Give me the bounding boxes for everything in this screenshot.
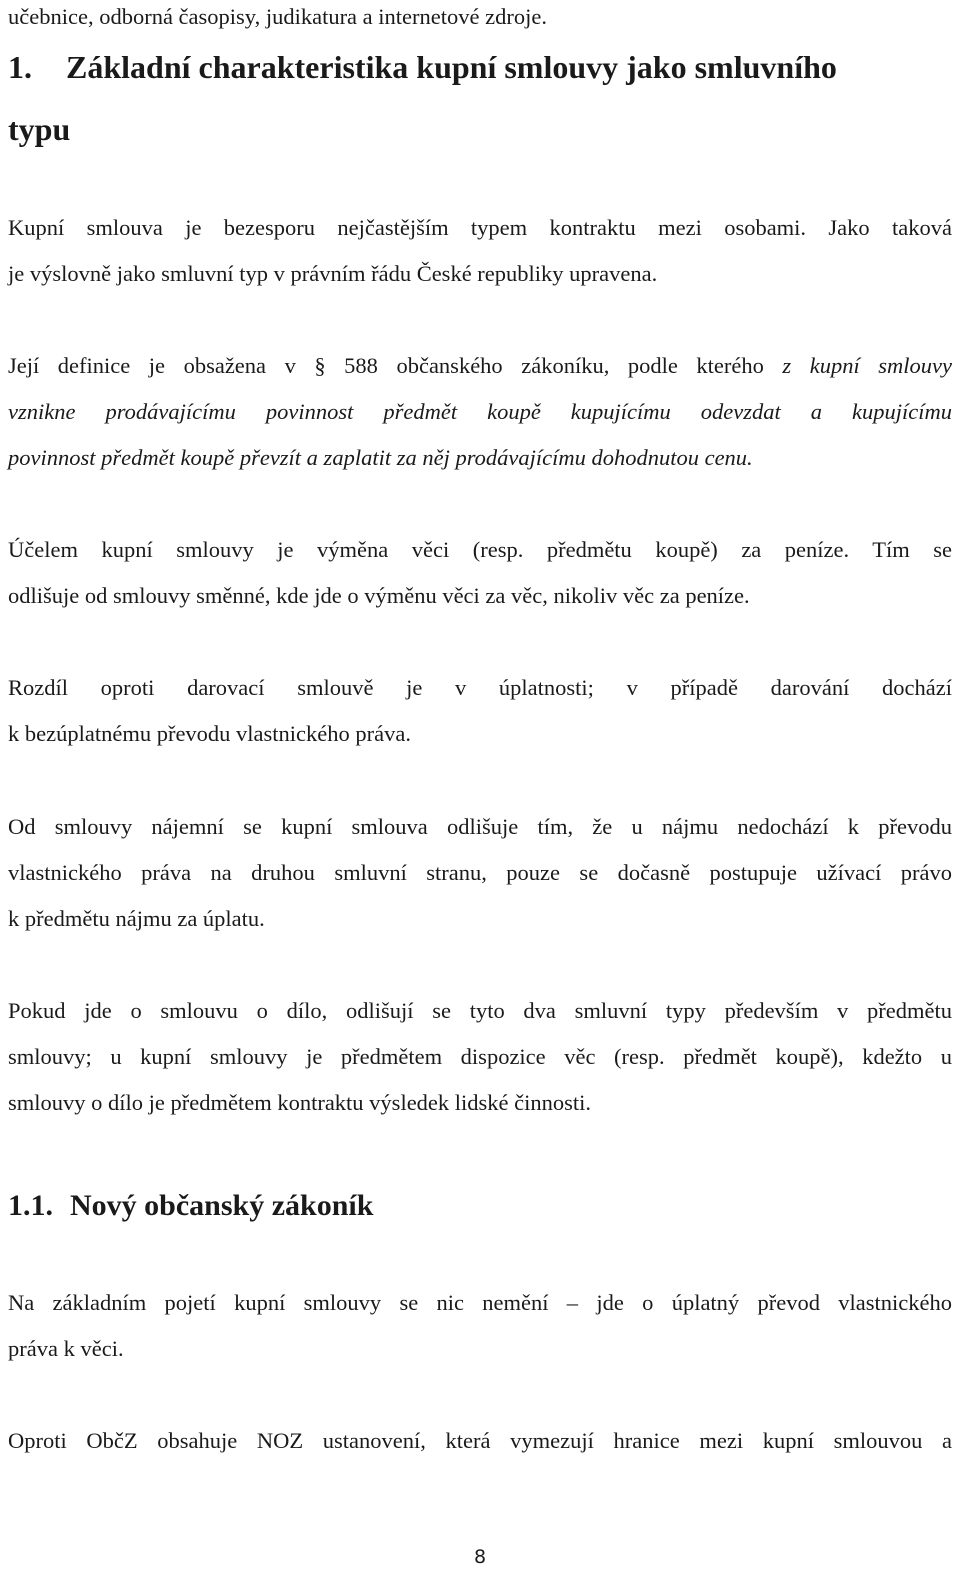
subsection-number: 1.1.: [8, 1189, 53, 1222]
section-heading-1-1: [8, 1186, 952, 1226]
paragraph-line: smlouvy o dílo je předmětem kontraktu výsledek lidské činnosti.: [8, 1090, 592, 1115]
section-title-line1: Základní charakteristika kupní smlouvy jako smluvního: [66, 49, 837, 85]
paragraph-line: Rozdíl oproti darovací smlouvě je v úplatnosti; v případě darování dochází: [8, 675, 952, 700]
paragraph-line: [8, 389, 952, 435]
page-number: 8: [473, 1546, 487, 1568]
paragraph-smlouva-o-dilo: [8, 988, 952, 1126]
paragraph-line: Oproti ObčZ obsahuje NOZ ustanovení, která vymezují hranice mezi kupní smlouvou a: [8, 1428, 952, 1453]
paragraph-line: Pokud jde o smlouvu o dílo, odlišují se tyto dva smluvní typy především v předmětu: [8, 998, 952, 1023]
paragraph-line: vlastnického práva na druhou smluvní stranu, pouze se dočasně postupuje užívací právo: [8, 860, 952, 885]
section-number: 1.: [8, 49, 32, 85]
paragraph-line: k bezúplatnému převodu vlastnického práva.: [8, 721, 411, 746]
paragraph-line: Účelem kupní smlouvy je výměna věci (resp. předmětu koupě) za peníze. Tím se: [8, 537, 952, 562]
paragraph-oproti-obcz: [8, 1418, 952, 1464]
paragraph-line: Kupní smlouva je bezesporu nejčastějším typem kontraktu mezi osobami. Jako taková: [8, 215, 952, 240]
paragraph-line: [8, 435, 952, 481]
paragraph-kupni-smlouva: [8, 205, 952, 297]
paragraph-line: k předmětu nájmu za úplatu.: [8, 906, 265, 931]
paragraph-najemni-smlouva: [8, 804, 952, 942]
paragraph-line: [8, 343, 952, 389]
continuation-line: učebnice, odborná časopisy, judikatura a internetové zdroje.: [8, 4, 547, 29]
paragraph-line: smlouvy; u kupní smlouvy je předmětem dispozice věc (resp. předmět koupě), kdežto u: [8, 1044, 952, 1069]
definition-quote: z kupní smlouvy: [782, 353, 952, 378]
paragraph-line: odlišuje od smlouvy směnné, kde jde o výměnu věci za věc, nikoliv věc za peníze.: [8, 583, 750, 608]
paragraph-nove-pojeti: [8, 1280, 952, 1372]
definition-intro: Její definice je obsažena v § 588 občanského zákoníku, podle kterého: [8, 353, 783, 378]
section-heading-1-line1: [8, 36, 952, 98]
section-title-line2: typu: [8, 111, 71, 147]
subsection-title: Nový občanský zákoník: [70, 1189, 374, 1222]
paragraph-darovaci-smlouva: [8, 665, 952, 757]
paragraph-line: Na základním pojetí kupní smlouvy se nic nemění – jde o úplatný převod vlastnického: [8, 1290, 952, 1315]
paragraph-line: je výslovně jako smluvní typ v právním řádu České republiky upravena.: [8, 261, 658, 286]
section-heading-1: [8, 36, 952, 160]
definition-quote: povinnost předmět koupě převzít a zaplatit za něj prodávajícímu dohodnutou cenu.: [8, 445, 753, 470]
definition-quote: vznikne prodávajícímu povinnost předmět koupě kupujícímu odevzdat a kupujícímu: [8, 399, 952, 424]
paragraph-line: práva k věci.: [8, 1336, 124, 1361]
paragraph-ucel: [8, 527, 952, 619]
paragraph-line: Od smlouvy nájemní se kupní smlouva odlišuje tím, že u nájmu nedochází k převodu: [8, 814, 952, 839]
paragraph-definice: [8, 343, 952, 481]
